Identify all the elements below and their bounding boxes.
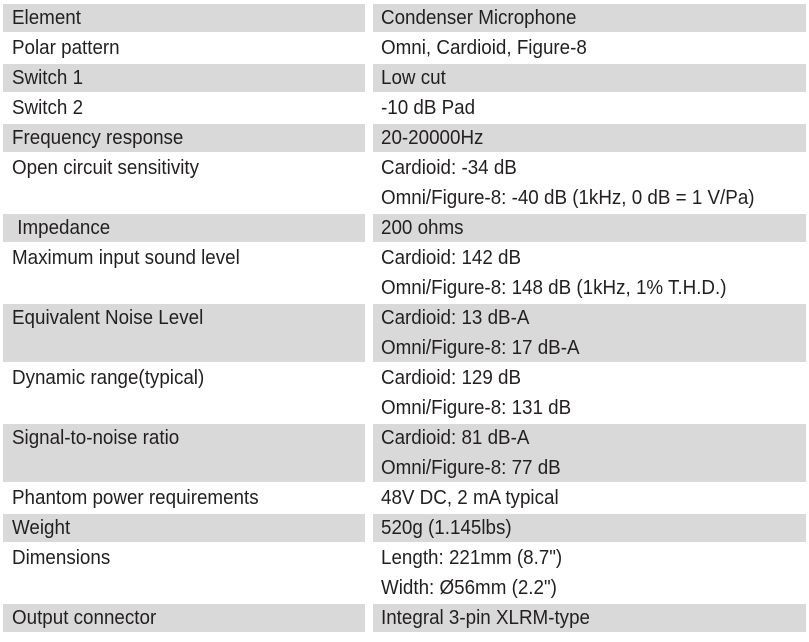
- spec-label: Switch 2: [12, 97, 84, 119]
- table-row: [3, 214, 806, 242]
- spec-table: [3, 4, 806, 634]
- table-row: [3, 604, 806, 632]
- spec-value: Omni/Figure-8: 77 dB: [381, 457, 561, 479]
- spec-value-cell: [373, 124, 806, 152]
- table-row: [3, 34, 806, 62]
- spec-label-cell: [3, 484, 365, 512]
- spec-label: Polar pattern: [12, 37, 120, 59]
- spec-value: Omni/Figure-8: -40 dB (1kHz, 0 dB = 1 V/Pa): [381, 187, 755, 209]
- table-row: [3, 94, 806, 122]
- table-row: [3, 154, 806, 212]
- spec-value: Cardioid: 13 dB-A: [381, 307, 530, 329]
- spec-label: Frequency response: [12, 127, 184, 149]
- spec-value: 520g (1.145lbs): [381, 517, 512, 539]
- spec-value: 48V DC, 2 mA typical: [381, 487, 559, 509]
- spec-label-cell: [3, 424, 365, 482]
- spec-value-cell: [373, 304, 806, 362]
- spec-label: Dynamic range(typical): [12, 367, 205, 389]
- spec-value-cell: [373, 64, 806, 92]
- spec-label-cell: [3, 4, 365, 32]
- spec-value-cell: [373, 364, 806, 422]
- table-row: [3, 544, 806, 602]
- spec-label-cell: [3, 364, 365, 422]
- spec-value-cell: [373, 4, 806, 32]
- spec-label: Maximum input sound level: [12, 247, 240, 269]
- spec-label: Weight: [12, 517, 71, 539]
- spec-value-cell: [373, 214, 806, 242]
- spec-value-cell: [373, 154, 806, 212]
- spec-label: Element: [12, 7, 81, 29]
- spec-value: Length: 221mm (8.7"): [381, 547, 563, 569]
- spec-value: -10 dB Pad: [381, 97, 476, 119]
- spec-label-cell: [3, 604, 365, 632]
- spec-label: Dimensions: [12, 547, 111, 569]
- spec-value-cell: [373, 544, 806, 602]
- spec-label-cell: [3, 244, 365, 302]
- table-row: [3, 64, 806, 92]
- spec-label-cell: [3, 214, 365, 242]
- spec-label: Output connector: [12, 607, 157, 629]
- spec-value: Cardioid: 81 dB-A: [381, 427, 530, 449]
- spec-label: Open circuit sensitivity: [12, 157, 200, 179]
- table-row: [3, 124, 806, 152]
- spec-label: Signal-to-noise ratio: [12, 427, 180, 449]
- spec-label: Phantom power requirements: [12, 487, 259, 509]
- spec-label-cell: [3, 64, 365, 92]
- spec-value-cell: [373, 484, 806, 512]
- table-row: [3, 424, 806, 482]
- spec-value: Cardioid: 142 dB: [381, 247, 522, 269]
- table-row: [3, 514, 806, 542]
- spec-value-cell: [373, 244, 806, 302]
- spec-value: Low cut: [381, 67, 446, 89]
- table-row: [3, 364, 806, 422]
- spec-value: Cardioid: -34 dB: [381, 157, 517, 179]
- spec-value: Omni, Cardioid, Figure-8: [381, 37, 587, 59]
- spec-value: Condenser Microphone: [381, 7, 577, 29]
- spec-value: Omni/Figure-8: 17 dB-A: [381, 337, 580, 359]
- spec-value: Omni/Figure-8: 131 dB: [381, 397, 572, 419]
- spec-value-cell: [373, 604, 806, 632]
- spec-value-cell: [373, 424, 806, 482]
- spec-label-cell: [3, 94, 365, 122]
- spec-label-cell: [3, 124, 365, 152]
- spec-value-cell: [373, 94, 806, 122]
- table-row: [3, 4, 806, 32]
- spec-value-cell: [373, 514, 806, 542]
- spec-label: Switch 1: [12, 67, 84, 89]
- spec-value: Width: Ø56mm (2.2"): [381, 577, 557, 599]
- spec-value: Cardioid: 129 dB: [381, 367, 522, 389]
- spec-label-cell: [3, 304, 365, 362]
- spec-value: 20-20000Hz: [381, 127, 484, 149]
- spec-label-cell: [3, 154, 365, 212]
- spec-value-cell: [373, 34, 806, 62]
- table-row: [3, 484, 806, 512]
- spec-label: Impedance: [12, 217, 111, 239]
- spec-label-cell: [3, 514, 365, 542]
- table-row: [3, 244, 806, 302]
- spec-value: Omni/Figure-8: 148 dB (1kHz, 1% T.H.D.): [381, 277, 727, 299]
- spec-label: Equivalent Noise Level: [12, 307, 204, 329]
- spec-label-cell: [3, 544, 365, 602]
- spec-value: Integral 3-pin XLRM-type: [381, 607, 590, 629]
- spec-value: 200 ohms: [381, 217, 464, 239]
- spec-label-cell: [3, 34, 365, 62]
- table-row: [3, 304, 806, 362]
